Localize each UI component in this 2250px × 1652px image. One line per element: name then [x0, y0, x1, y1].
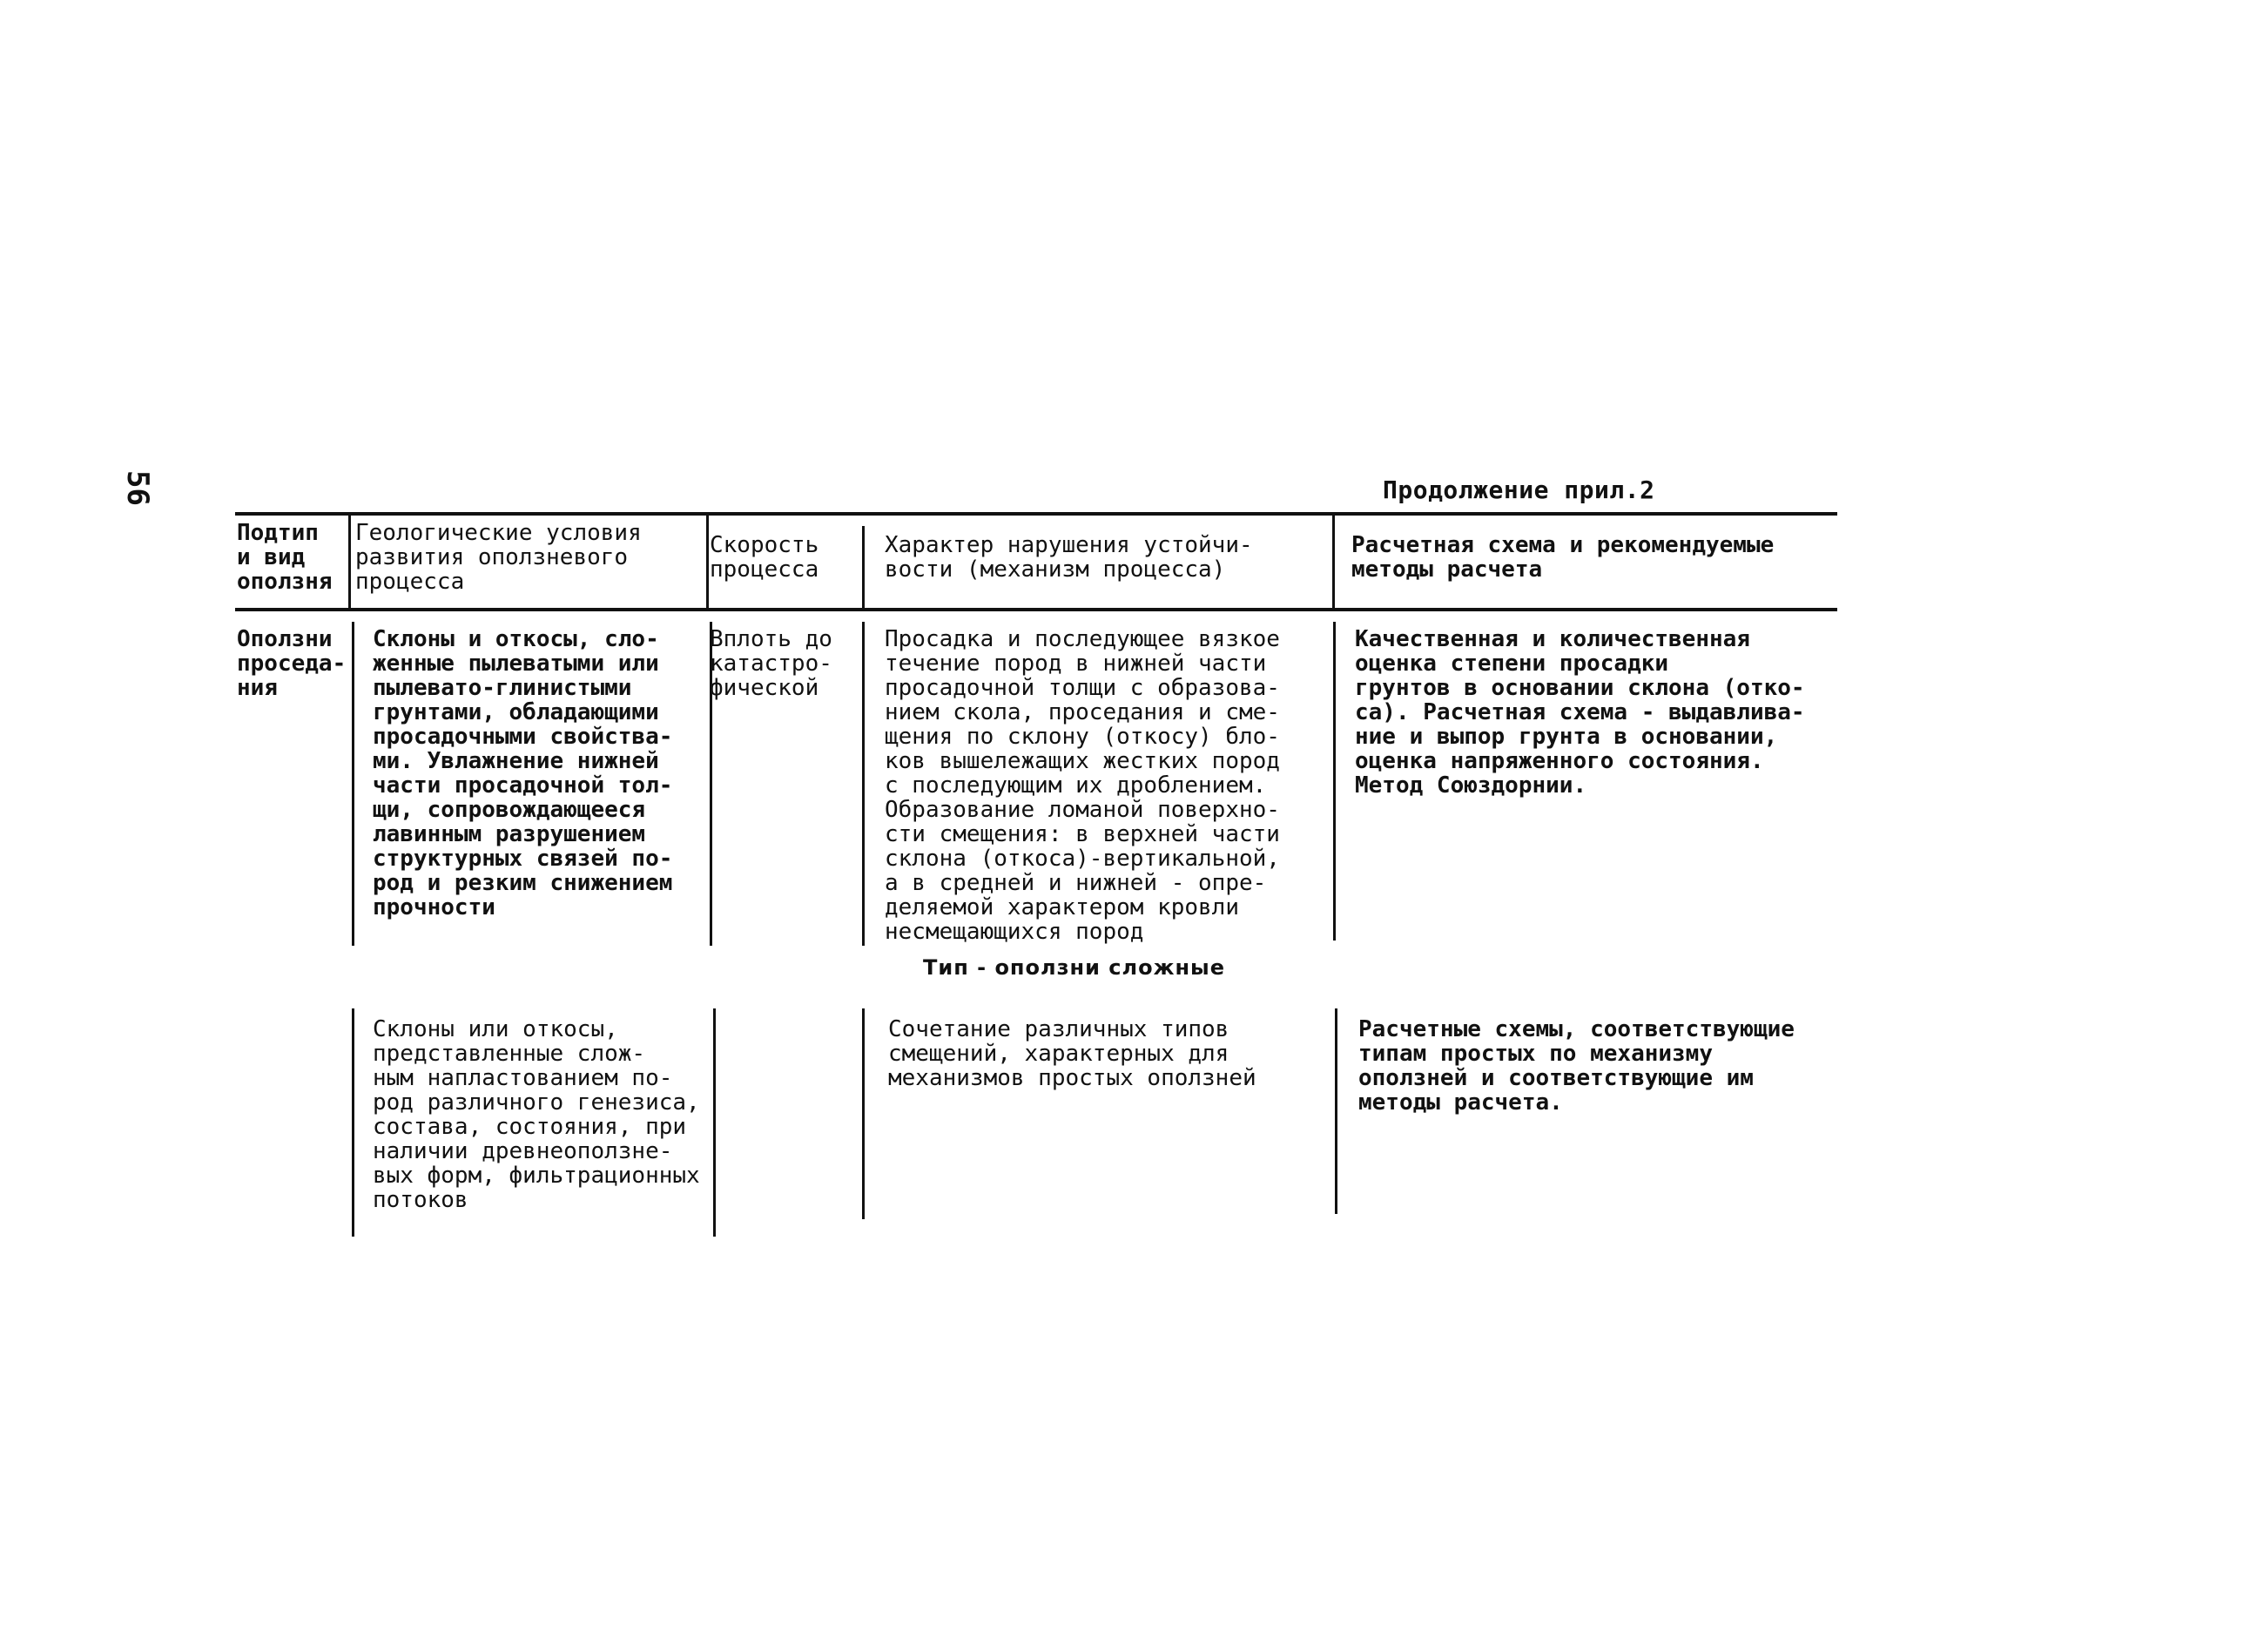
row2-method: Расчетные схемы, соответствующие типам простых по механизму оползней и соответствующие им методы расчета. — [1358, 1016, 1795, 1116]
column-divider — [862, 1008, 865, 1219]
row1-method: Качественная и количественная оценка степени просадки грунтов в основании склона (отко- са). Расчетная схема - выдавлива- ние и выпор грунта в основании, оценка напряженного состояния. Метод Союздорнии. — [1355, 626, 1805, 799]
column-divider — [862, 622, 865, 946]
header-bottom-rule — [235, 608, 1837, 611]
column-divider — [713, 1008, 716, 1237]
row2-conditions: Склоны или откосы, представленные слож- ным напластованием по- род различного генезиса, состава, состояния, при наличии древнеоползне- вых форм, фильтрационных потоков — [373, 1016, 700, 1213]
column-divider — [348, 516, 351, 610]
continuation-label: Продолжение прил.2 — [1383, 475, 1655, 504]
header-mechanism: Характер нарушения устойчи- вости (механизм процесса) — [885, 532, 1253, 583]
header-subtype: Подтип и вид оползня — [237, 520, 333, 595]
column-divider — [352, 622, 354, 946]
column-divider — [352, 1008, 354, 1237]
section-caption: Тип - оползни сложные — [923, 955, 1226, 980]
column-divider — [1333, 622, 1336, 941]
page-number: 56 — [120, 470, 155, 506]
header-conditions: Геологические условия развития оползневого процесса — [355, 520, 642, 595]
table-top-rule — [235, 512, 1837, 516]
column-divider — [1332, 516, 1335, 610]
column-divider — [862, 526, 865, 610]
header-method: Расчетная схема и рекомендуемые методы расчета — [1351, 532, 1775, 583]
row1-subtype: Оползни проседа- ния — [237, 626, 347, 701]
row1-speed: Вплоть до катастро- фической — [710, 626, 832, 701]
row2-mechanism: Сочетание различных типов смещений, характерных для механизмов простых оползней — [888, 1016, 1256, 1091]
row1-conditions: Склоны и откосы, сло- женные пылеватыми или пылевато-глинистыми грунтами, обладающими просадочными свойства- ми. Увлажнение нижней части просадочной тол- щи, сопровождающееся лавинным разрушением структурных связей по- род и резким снижением прочности — [373, 626, 673, 920]
row1-mechanism: Просадка и последующее вязкое течение пород в нижней части просадочной толщи с образова- нием скола, проседания и сме- щения по склону (откосу) бло- ков вышележащих жестких пород с последующим их дроблением. Образование ломаной поверхно- сти смещения: в верхней части склона (откоса)-вертикальной, а в средней и нижней - опре- деляемой характером кровли несмещающихся пород — [885, 626, 1280, 945]
header-speed: Скорость процесса — [710, 532, 819, 583]
column-divider — [1335, 1008, 1337, 1214]
column-divider — [706, 516, 709, 610]
